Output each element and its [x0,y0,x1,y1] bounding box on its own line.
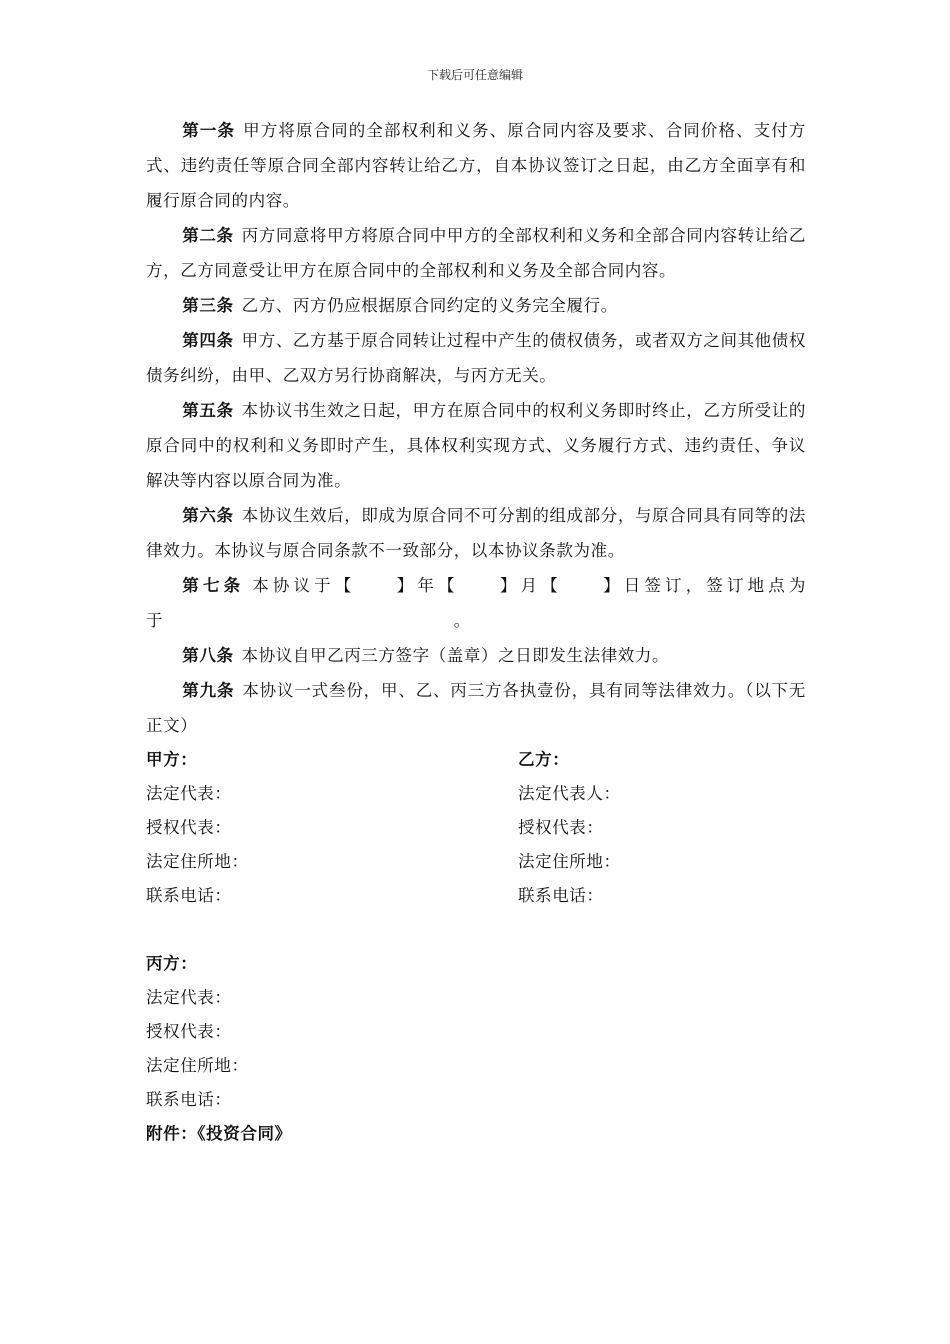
article-label: 第五条 [182,401,234,420]
article-text: 甲方将原合同的全部权利和义务、原合同内容及要求、合同价格、支付方式、违约责任等原合同全部内容转让给乙方，自本协议签订之日起，由乙方全面享有和履行原合同的内容。 [146,121,806,210]
spacer [146,913,806,947]
party-a-field: 法定住所地： [146,852,249,871]
document-body [146,113,806,1151]
article-label: 第二条 [182,226,234,245]
article-6 [146,498,806,568]
article-label: 第七条 [182,576,245,595]
article-8 [146,638,806,673]
party-b-field: 联系电话： [518,886,604,905]
article-label: 第一条 [182,121,236,140]
party-b-field: 法定代表人： [518,784,621,803]
article-1 [146,113,806,218]
article-label: 第四条 [182,331,234,350]
article-label: 第八条 [182,646,234,665]
party-c-field: 授权代表： [146,1022,232,1041]
party-b-block [518,743,806,913]
article-3 [146,288,806,323]
party-a-field: 授权代表： [146,818,232,837]
article-text: 乙方、丙方仍应根据原合同约定的义务完全履行。 [241,296,618,315]
article-5 [146,393,806,498]
article-text: 本协议生效后，即成为原合同不可分割的组成部分，与原合同具有同等的法律效力。本协议与原合同条款不一致部分，以本协议条款为准。 [146,506,806,560]
party-c-field: 法定代表： [146,988,232,1007]
article-9 [146,673,806,743]
article-label: 第六条 [182,506,234,525]
article-4 [146,323,806,393]
article-text: 本协议于【 】年【 】月【 】日签订，签订地点为于 。 [146,576,806,630]
party-b-field: 法定住所地： [518,852,621,871]
page-header: 下载后可任意编辑 [426,68,523,82]
article-2 [146,218,806,288]
party-b-field: 授权代表： [518,818,604,837]
article-7 [146,568,806,638]
party-c-field: 联系电话： [146,1090,232,1109]
article-text: 丙方同意将甲方将原合同中甲方的全部权利和义务和全部合同内容转让给乙方，乙方同意受让甲方在原合同中的全部权利和义务及全部合同内容。 [146,226,806,280]
article-text: 本协议书生效之日起，甲方在原合同中的权利义务即时终止，乙方所受让的原合同中的权利和义务即时产生，具体权利实现方式、义务履行方式、违约责任、争议解决等内容以原合同为准。 [146,401,806,490]
party-c-block [146,947,806,1117]
article-label: 第三条 [182,296,234,315]
article-label: 第九条 [182,681,235,700]
party-a-title: 甲方： [146,750,198,769]
article-text: 本协议一式叁份，甲、乙、丙三方各执壹份，具有同等法律效力。（以下无正文） [146,681,806,735]
party-c-title: 丙方： [146,954,198,973]
attachment-line: 附件：《投资合同》 [146,1124,292,1143]
party-c-field: 法定住所地： [146,1056,249,1075]
party-a-field: 联系电话： [146,886,232,905]
party-b-title: 乙方： [518,750,570,769]
article-text: 甲方、乙方基于原合同转让过程中产生的债权债务，或者双方之间其他债权债务纠纷，由甲、乙双方另行协商解决，与丙方无关。 [146,331,806,385]
party-a-field: 法定代表： [146,784,232,803]
article-text: 本协议自甲乙丙三方签字（盖章）之日即发生法律效力。 [241,646,670,665]
signature-block-ab [146,743,806,913]
party-a-block [146,743,518,913]
